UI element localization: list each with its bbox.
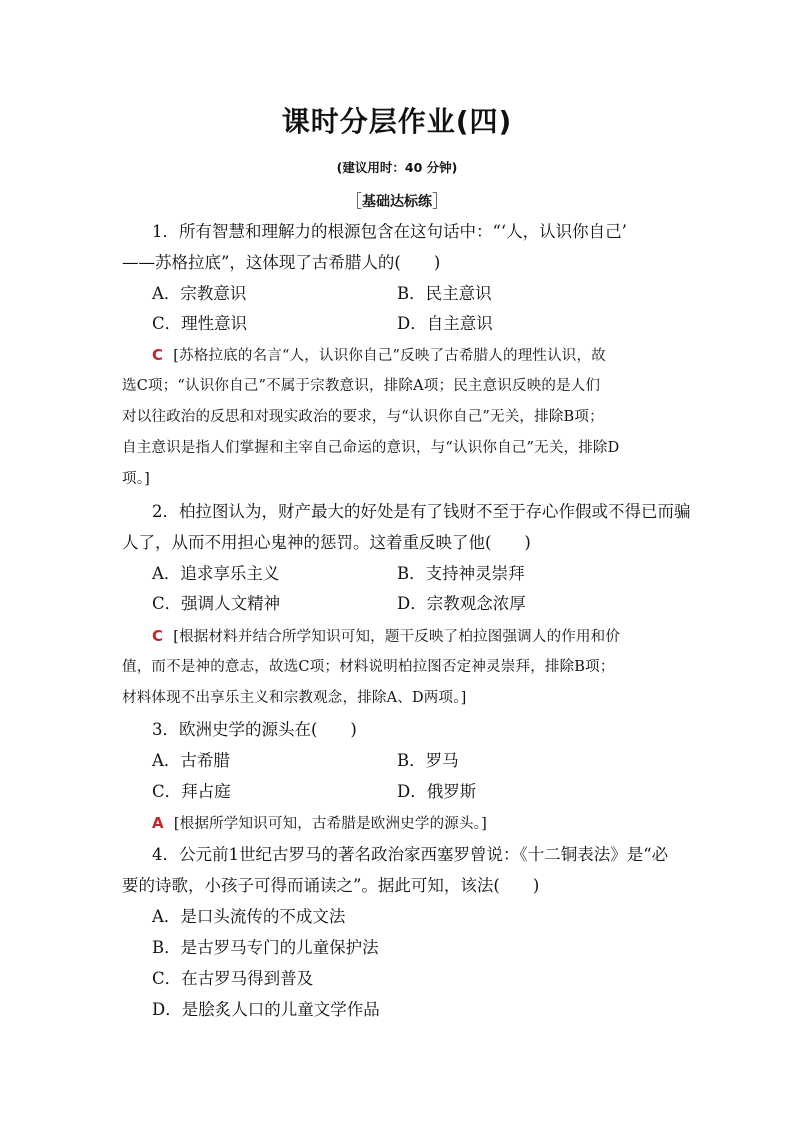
question-4-option-d: D．是脍炙人口的儿童文学作品	[152, 1000, 380, 1019]
question-3-explanation-text: [根据所学知识可知，古希腊是欧洲史学的源头。]	[173, 816, 487, 832]
question-2-explanation-line-3: 材料体现不出享乐主义和宗教观念，排除A、D两项。]	[122, 690, 467, 706]
question-4-option-b: B．是古罗马专门的儿童保护法	[152, 938, 379, 957]
question-2-option-b: B．支持神灵崇拜	[397, 564, 525, 583]
question-4-option-a: A．是口头流传的不成文法	[152, 907, 346, 926]
bracket-left: ［	[345, 192, 362, 212]
question-3-explanation-line-1	[152, 813, 487, 834]
question-2-line-2: 人了，从而不用担心鬼神的惩罚。这着重反映了他( )	[122, 533, 531, 552]
question-1-option-d: D．自主意识	[397, 314, 493, 333]
question-1-explanation-line-4: 自主意识是指人们掌握和主宰自己命运的意识，与“认识你自己”无关，排除D	[122, 440, 620, 456]
question-3-line-1: 3．欧洲史学的源头在( )	[152, 720, 357, 739]
question-1-answer: C	[152, 346, 164, 364]
question-3-option-a: A．古希腊	[152, 751, 230, 770]
question-1-explanation-line-2: 选C项；“认识你自己”不属于宗教意识，排除A项；民主意识反映的是人们	[122, 378, 601, 394]
question-1-option-c: C．理性意识	[152, 314, 248, 333]
question-1-explanation-line-3: 对以往政治的反思和对现实政治的要求，与“认识你自己”无关，排除B项；	[122, 409, 604, 425]
suggested-time: (建议用时：40 分钟)	[336, 160, 458, 175]
section-heading	[0, 187, 794, 212]
question-1-explanation-line-5: 项。]	[122, 471, 151, 487]
question-1-option-b: B．民主意识	[397, 284, 492, 303]
question-3-option-c: C．拜占庭	[152, 782, 231, 801]
question-4-option-c: C．在古罗马得到普及	[152, 969, 314, 988]
question-1-option-a: A．宗教意识	[152, 284, 247, 303]
question-3-option-d: D．俄罗斯	[397, 782, 477, 801]
question-4-line-2: 要的诗歌，小孩子可得而诵读之”。据此可知，该法( )	[122, 876, 540, 895]
question-2-explanation-line-2: 值，而不是神的意志，故选C项；材料说明柏拉图否定神灵崇拜，排除B项；	[122, 659, 615, 675]
bracket-right: ］	[432, 192, 449, 212]
question-1-explanation-text: [苏格拉底的名言“人，认识你自己”反映了古希腊人的理性认识，故	[173, 348, 606, 364]
question-1-line-1: 1．所有智慧和理解力的根源包含在这句话中：“‘人，认识你自己’	[152, 222, 627, 241]
question-2-explanation-text: [根据材料并结合所学知识可知，题干反映了柏拉图强调人的作用和价	[173, 629, 621, 645]
question-2-answer: C	[152, 627, 164, 645]
question-2-option-a: A．追求享乐主义	[152, 564, 280, 583]
section-label: 基础达标练	[362, 194, 432, 210]
page-title: 课时分层作业(四)	[281, 105, 513, 138]
question-2-option-d: D．宗教观念浓厚	[397, 594, 526, 613]
question-2-option-c: C．强调人文精神	[152, 594, 281, 613]
question-1-line-2: ——苏格拉底”，这体现了古希腊人的( )	[122, 253, 441, 272]
question-1-explanation-line-1	[152, 345, 606, 366]
question-2-explanation-line-1	[152, 626, 620, 647]
question-3-answer: A	[152, 814, 164, 832]
question-2-line-1: 2．柏拉图认为，财产最大的好处是有了钱财不至于存心作假或不得已而骗	[152, 502, 691, 521]
question-3-option-b: B．罗马	[397, 751, 459, 770]
question-4-line-1: 4．公元前1世纪古罗马的著名政治家西塞罗曾说：《十二铜表法》是“必	[152, 845, 669, 864]
